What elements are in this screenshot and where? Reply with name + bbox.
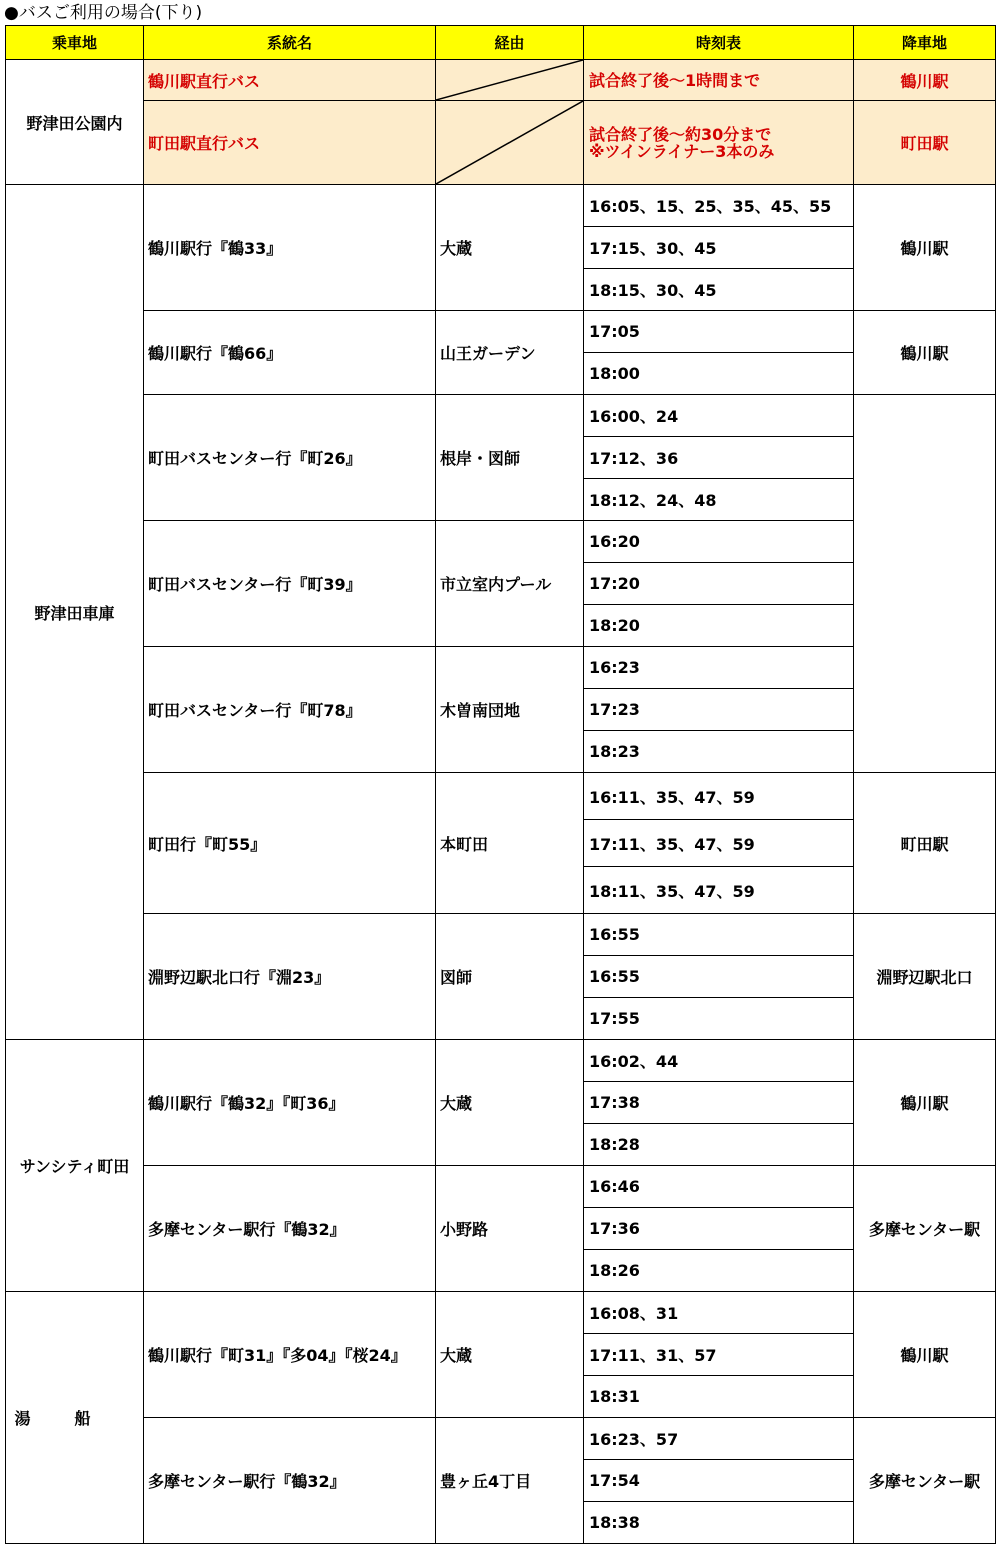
via-name: 木曽南団地	[436, 647, 584, 773]
route-name: 多摩センター駅行『鶴32』	[144, 1166, 436, 1292]
time-slot: 17:55	[584, 998, 854, 1040]
route-name: 町田行『町55』	[144, 773, 436, 914]
table-row	[6, 185, 996, 227]
time-slot: 18:00	[584, 353, 854, 395]
header-route: 系統名	[144, 26, 436, 60]
alighting-stop: 淵野辺駅北口	[854, 914, 996, 1040]
table-row	[6, 311, 996, 353]
time-slot: 17:54	[584, 1460, 854, 1502]
table-row	[6, 773, 996, 820]
via-name: 図師	[436, 914, 584, 1040]
time-slot: 16:05、15、25、35、45、55	[584, 185, 854, 227]
bus-timetable	[5, 25, 996, 1544]
route-name: 鶴川駅行『町31』『多04』『桜24』	[144, 1292, 436, 1418]
time-slot: 18:11、35、47、59	[584, 867, 854, 914]
via-name: 大蔵	[436, 1292, 584, 1418]
time-slot: 18:20	[584, 605, 854, 647]
time-slot: 17:11、35、47、59	[584, 820, 854, 867]
page-heading: ●バスご利用の場合(下り)	[4, 3, 203, 23]
table-row	[6, 1166, 996, 1208]
time-slot: 18:26	[584, 1250, 854, 1292]
boarding-stop: 野津田公園内	[6, 60, 144, 185]
via-name: 山王ガーデン	[436, 311, 584, 395]
time-slot: 16:46	[584, 1166, 854, 1208]
alighting-stop-empty	[854, 395, 996, 773]
time-slot: 16:23	[584, 647, 854, 689]
alighting-stop: 鶴川駅	[854, 185, 996, 311]
alighting-stop: 鶴川駅	[854, 1040, 996, 1166]
time-slot: 16:55	[584, 956, 854, 998]
time-slot: 17:05	[584, 311, 854, 353]
table-row	[6, 1418, 996, 1460]
time-slot: 16:02、44	[584, 1040, 854, 1082]
time-slot: 17:20	[584, 563, 854, 605]
route-name: 町田バスセンター行『町78』	[144, 647, 436, 773]
route-name: 鶴川駅行『鶴66』	[144, 311, 436, 395]
route-name: 鶴川駅行『鶴33』	[144, 185, 436, 311]
route-name: 町田駅直行バス	[144, 101, 436, 185]
time-slot: 17:12、36	[584, 437, 854, 479]
time-slot: 17:38	[584, 1082, 854, 1124]
table-row	[6, 1292, 996, 1334]
time-slot: 18:38	[584, 1502, 854, 1544]
header-timetable: 時刻表	[584, 26, 854, 60]
time-slot: 17:15、30、45	[584, 227, 854, 269]
table-row	[6, 647, 996, 689]
boarding-stop: サンシティ町田	[6, 1040, 144, 1292]
alighting-stop: 多摩センター駅	[854, 1418, 996, 1544]
time-slot: 18:31	[584, 1376, 854, 1418]
alighting-stop: 多摩センター駅	[854, 1166, 996, 1292]
via-name: 小野路	[436, 1166, 584, 1292]
time-slot: 17:23	[584, 689, 854, 731]
time-slot: 17:11、31、57	[584, 1334, 854, 1376]
table-row	[6, 395, 996, 437]
timetable-cell	[584, 101, 854, 185]
route-name: 多摩センター駅行『鶴32』	[144, 1418, 436, 1544]
via-name: 豊ヶ丘4丁目	[436, 1418, 584, 1544]
route-name: 鶴川駅行『鶴32』『町36』	[144, 1040, 436, 1166]
time-slot: 18:12、24、48	[584, 479, 854, 521]
time-line: ※ツインライナー3本のみ	[589, 141, 775, 161]
time-slot: 16:08、31	[584, 1292, 854, 1334]
via-name: 市立室内プール	[436, 521, 584, 647]
table-row	[6, 101, 996, 185]
time-slot: 16:00、24	[584, 395, 854, 437]
table-row	[6, 914, 996, 956]
boarding-stop-label: 湯船	[14, 1409, 135, 1428]
via-none	[436, 101, 584, 185]
time-slot: 16:20	[584, 521, 854, 563]
alighting-stop: 町田駅	[854, 773, 996, 914]
time-slot: 16:23、57	[584, 1418, 854, 1460]
route-name: 町田バスセンター行『町26』	[144, 395, 436, 521]
time-line: 試合終了後～1時間まで	[589, 70, 761, 90]
table-row	[6, 1040, 996, 1082]
via-name: 本町田	[436, 773, 584, 914]
time-line: 試合終了後～約30分まで	[589, 124, 772, 144]
table-row	[6, 60, 996, 101]
route-name: 町田バスセンター行『町39』	[144, 521, 436, 647]
time-slot: 18:28	[584, 1124, 854, 1166]
alighting-stop: 町田駅	[854, 101, 996, 185]
via-name: 根岸・図師	[436, 395, 584, 521]
header-row	[6, 26, 996, 60]
diagonal-slash	[436, 60, 583, 100]
boarding-stop	[6, 1292, 144, 1544]
alighting-stop: 鶴川駅	[854, 1292, 996, 1418]
route-name: 鶴川駅直行バス	[144, 60, 436, 101]
header-via: 経由	[436, 26, 584, 60]
timetable-cell	[584, 60, 854, 101]
time-slot: 18:15、30、45	[584, 269, 854, 311]
diagonal-slash	[436, 101, 583, 184]
alighting-stop: 鶴川駅	[854, 311, 996, 395]
route-name: 淵野辺駅北口行『淵23』	[144, 914, 436, 1040]
header-boarding: 乗車地	[6, 26, 144, 60]
time-slot: 16:55	[584, 914, 854, 956]
boarding-stop: 野津田車庫	[6, 185, 144, 1040]
via-none	[436, 60, 584, 101]
time-slot: 17:36	[584, 1208, 854, 1250]
alighting-stop: 鶴川駅	[854, 60, 996, 101]
via-name: 大蔵	[436, 1040, 584, 1166]
header-alighting: 降車地	[854, 26, 996, 60]
time-slot: 16:11、35、47、59	[584, 773, 854, 820]
time-slot: 18:23	[584, 731, 854, 773]
via-name: 大蔵	[436, 185, 584, 311]
table-row	[6, 521, 996, 563]
